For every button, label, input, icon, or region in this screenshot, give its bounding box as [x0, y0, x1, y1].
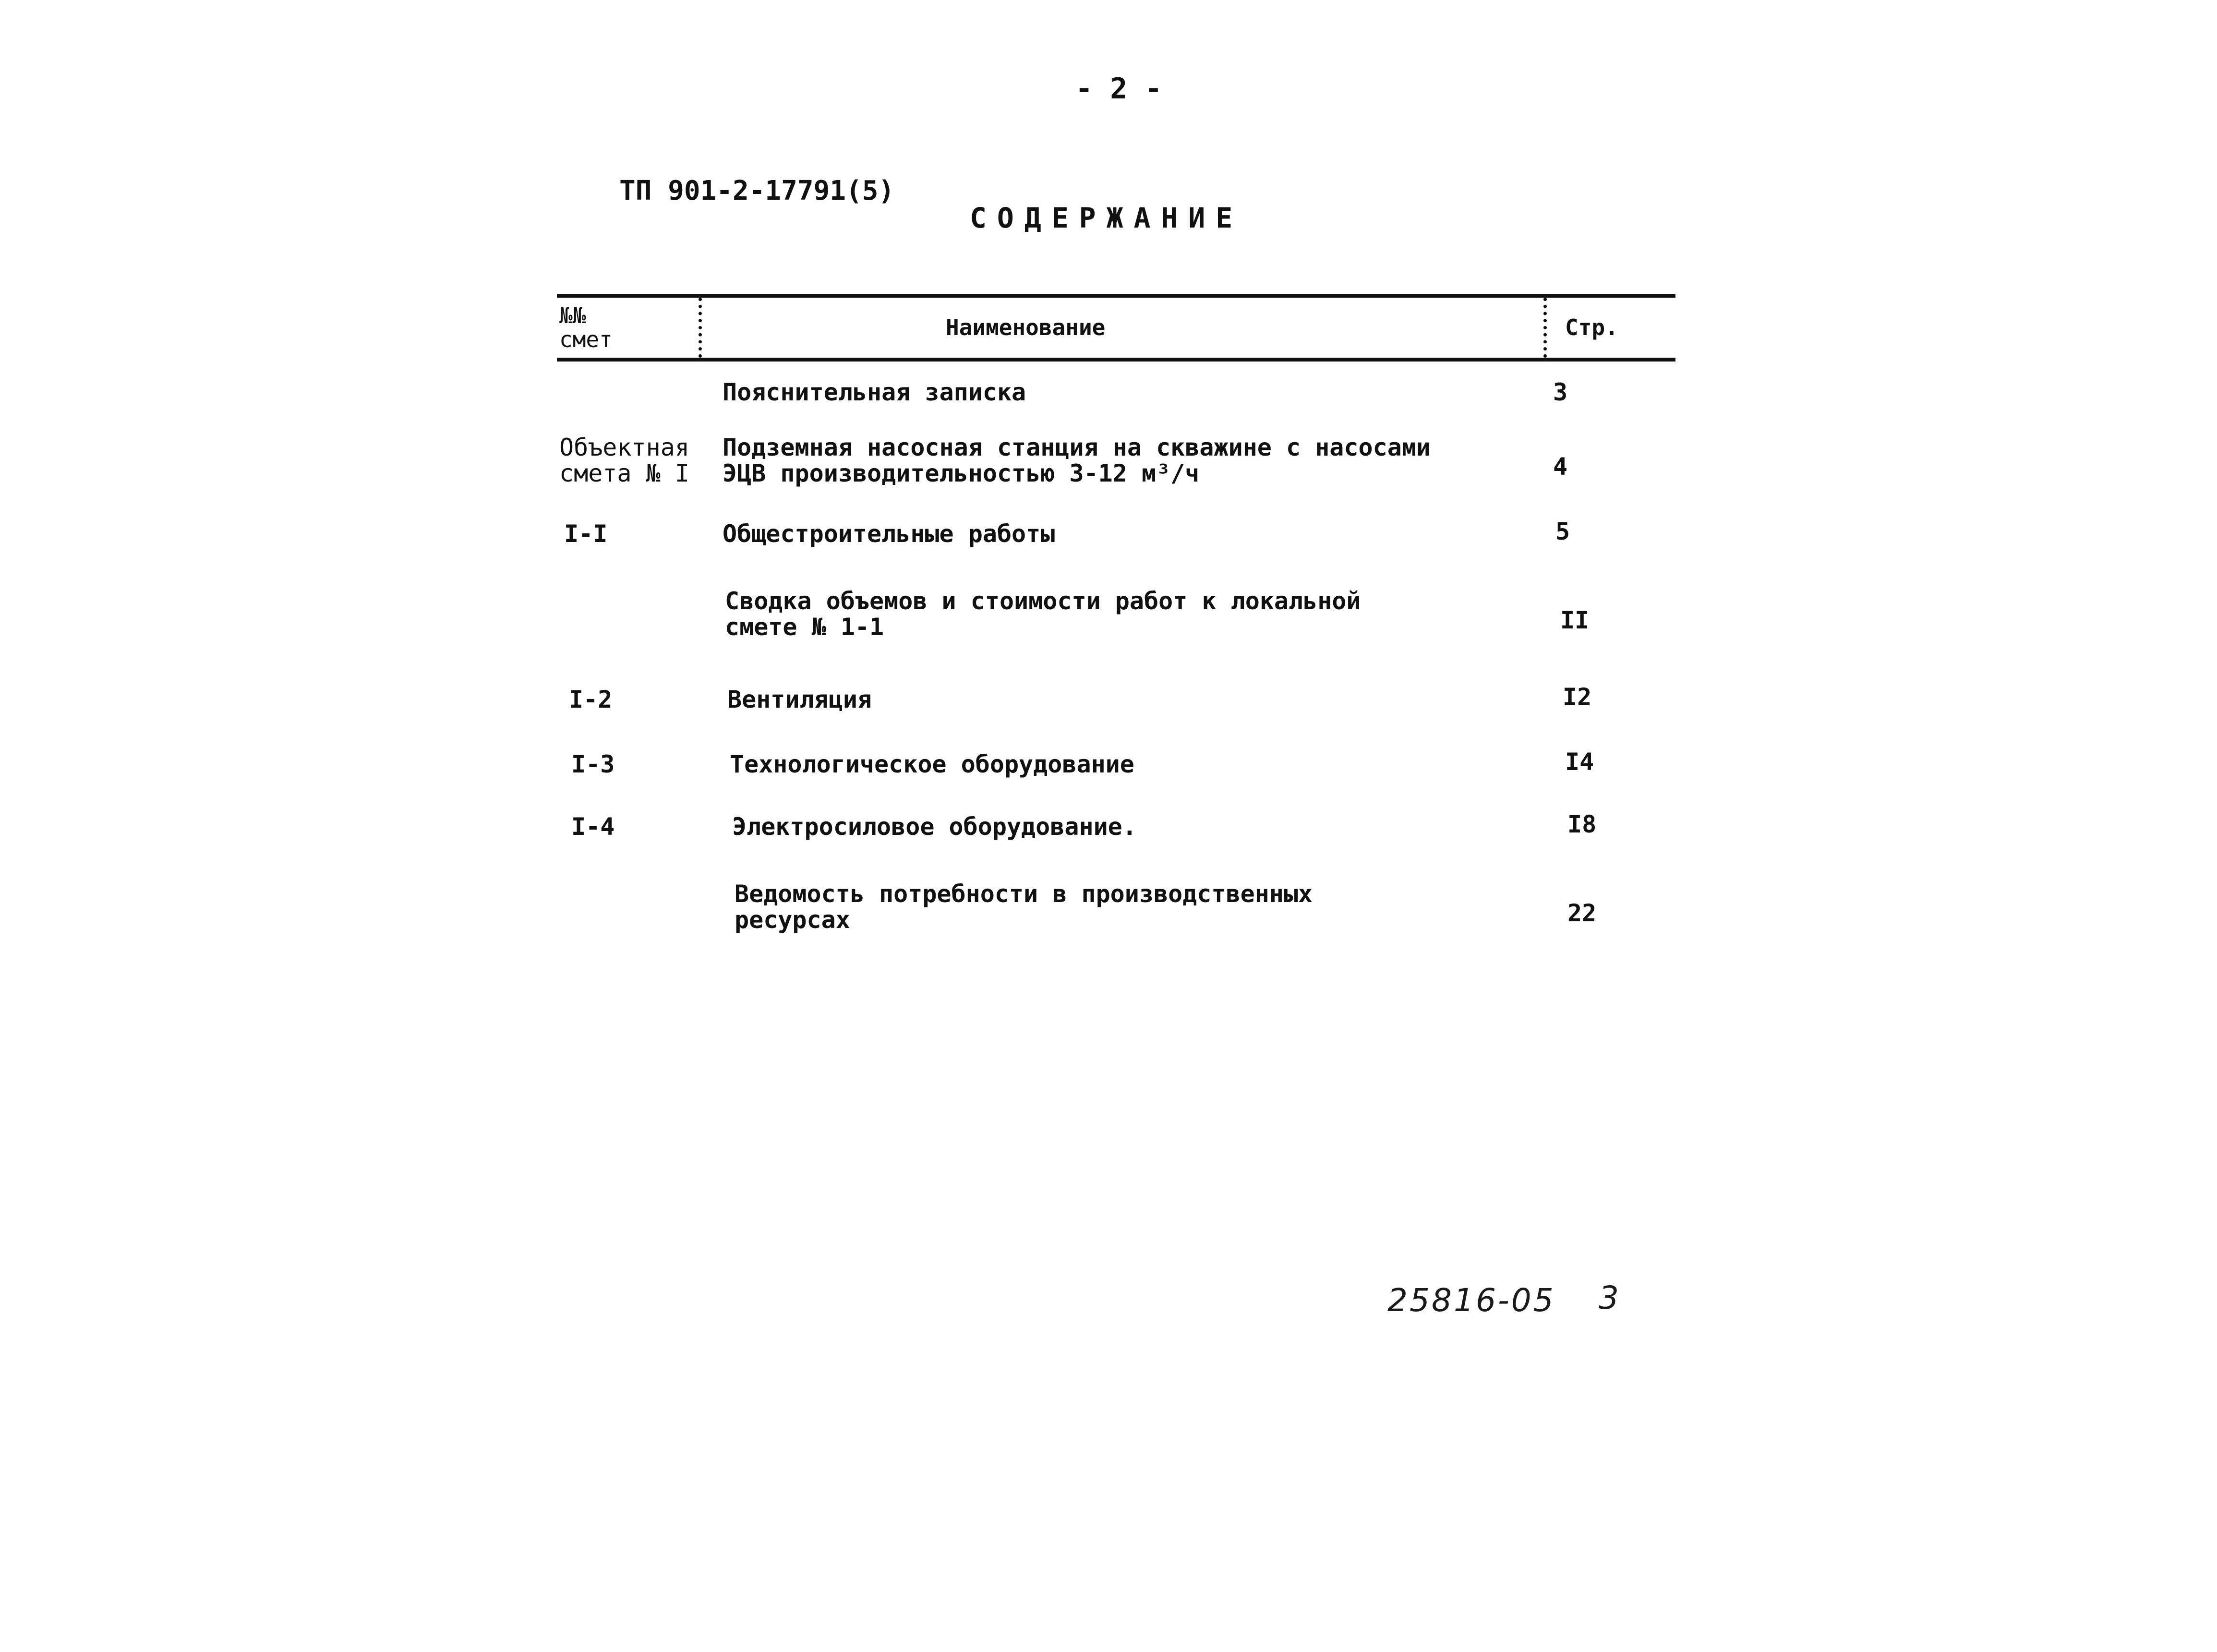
row-page: 3	[1553, 378, 1568, 406]
table-header-rule	[557, 358, 1675, 362]
row-name: Пояснительная записка	[723, 378, 1026, 406]
row-page: II	[1560, 606, 1590, 634]
row-name: Вентиляция	[727, 686, 872, 713]
row-num: I-I	[564, 520, 608, 548]
row-page: I8	[1567, 810, 1597, 838]
row-page: I4	[1565, 748, 1594, 776]
handwritten-number: 25816-05	[1387, 1282, 1555, 1319]
row-name: Технологическое оборудование	[730, 750, 1134, 778]
row-name: Общестроительные работы	[723, 520, 1055, 548]
row-name: Ведомость потребности в производственных ресурсах	[735, 880, 1313, 934]
row-num: I-3	[571, 750, 615, 778]
column-divider-2	[1543, 298, 1547, 358]
header-page: Стр.	[1565, 314, 1618, 340]
row-page: 5	[1555, 518, 1570, 545]
header-name: Наименование	[946, 314, 1106, 340]
row-num: I-2	[569, 686, 613, 713]
row-num: Объектная смета № I	[559, 434, 689, 487]
row-page: 22	[1567, 899, 1597, 927]
column-divider-1	[699, 298, 702, 358]
row-page: 4	[1553, 453, 1568, 481]
handwritten-page: 3	[1599, 1279, 1621, 1316]
row-num: I-4	[571, 813, 615, 841]
header-num: №№ смет	[559, 302, 613, 352]
row-page: I2	[1563, 683, 1592, 711]
row-name: Электросиловое оборудование.	[732, 813, 1137, 841]
row-name: Сводка объемов и стоимости работ к локальной смете № 1-1	[725, 587, 1361, 641]
page-title: СОДЕРЖАНИЕ	[970, 202, 1243, 234]
table-top-rule	[557, 294, 1675, 298]
page-number: - 2 -	[1075, 72, 1162, 106]
row-name: Подземная насосная станция на скважине с насосами ЭЦВ производительностью 3-12 м³/ч	[723, 434, 1431, 487]
document-code: ТП 901-2-17791(5)	[619, 175, 895, 206]
